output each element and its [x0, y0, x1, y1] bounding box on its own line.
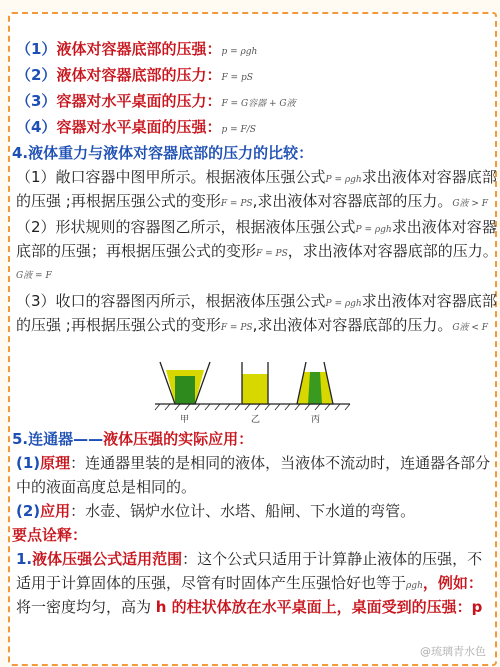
item-1 — [16, 38, 490, 63]
s5-p1-line1: (1)原理：连通器里装的是相同的液体，当液体不流动时，连通器各部分 — [16, 454, 491, 472]
formula: p = F/S — [221, 125, 256, 135]
item-number: （3） — [16, 92, 57, 110]
s4-p1-line1: （1）敞口容器中图甲所示。根据液体压强公式P = ρgh求出液体对容器底部 — [16, 168, 497, 186]
formula: F = pS — [221, 73, 253, 83]
formula: F = G容器 + G液 — [221, 99, 296, 109]
item-2 — [16, 64, 490, 89]
watermark: @琉璃青水色 — [420, 645, 486, 658]
label-jia: 甲 — [180, 414, 190, 424]
n1-line3: 将一密度均匀，高为 h 的柱状体放在水平桌面上，桌面受到的压强：p — [16, 598, 483, 616]
s4-p2-line1: （2）形状规则的容器图乙所示，根据液体压强公式P = ρgh求出液体对容器 — [16, 218, 497, 236]
item-text: 容器对水平桌面的压强： — [56, 118, 222, 136]
formula: p = ρgh — [221, 47, 258, 57]
item-number: （2） — [16, 66, 57, 84]
notes-title: 要点诠释： — [12, 526, 88, 544]
label-bing: 丙 — [311, 414, 321, 424]
ground-hatch — [155, 404, 350, 410]
item-number: （1） — [16, 40, 57, 58]
n1-line2: 适用于计算固体的压强，尽管有时固体产生压强恰好也等于ρgh，例如： — [16, 574, 483, 592]
s4-p2-line3: G液 = F — [16, 271, 52, 281]
item-text: 液体对容器底部的压强： — [56, 40, 222, 58]
n1-line1: 1.液体压强公式适用范围：这个公式只适用于计算静止液体的压强，不 — [16, 550, 483, 568]
label-yi: 乙 — [251, 414, 261, 424]
container-bing — [297, 362, 333, 404]
item-number: （4） — [16, 118, 57, 136]
item-text: 容器对水平桌面的压力： — [56, 92, 222, 110]
s4-p3-line2: 的压强 ;再根据压强公式的变形F = PS,求出液体对容器底部的压力。G液 < F — [16, 316, 489, 334]
s4-p1-line2: 的压强 ;再根据压强公式的变形F = PS,求出液体对容器底部的压力。G液 > F — [16, 192, 489, 210]
s5-p1-line2: 中的液面高度总是相同的。 — [16, 478, 197, 496]
s4-p3-line1: （3）收口的容器图丙所示，根据液体压强公式P = ρgh求出液体对容器底部 — [16, 292, 497, 310]
containers-figure — [150, 358, 360, 428]
s5-p2: (2)应用：水壶、锅炉水位计、水塔、船闸、下水道的弯管。 — [16, 502, 416, 520]
container-jia — [160, 362, 210, 404]
item-4 — [16, 116, 490, 141]
item-text: 液体对容器底部的压力： — [56, 66, 222, 84]
item-3 — [16, 90, 490, 115]
container-yi — [242, 362, 268, 404]
s4-p2-line2: 底部的压强；再根据压强公式的变形F = PS，求出液体对容器底部的压力。 — [16, 242, 498, 260]
section-5-title: 5.连通器——液体压强的实际应用： — [12, 430, 254, 448]
section-4-title: 4.液体重力与液体对容器底部的压力的比较： — [12, 144, 314, 162]
